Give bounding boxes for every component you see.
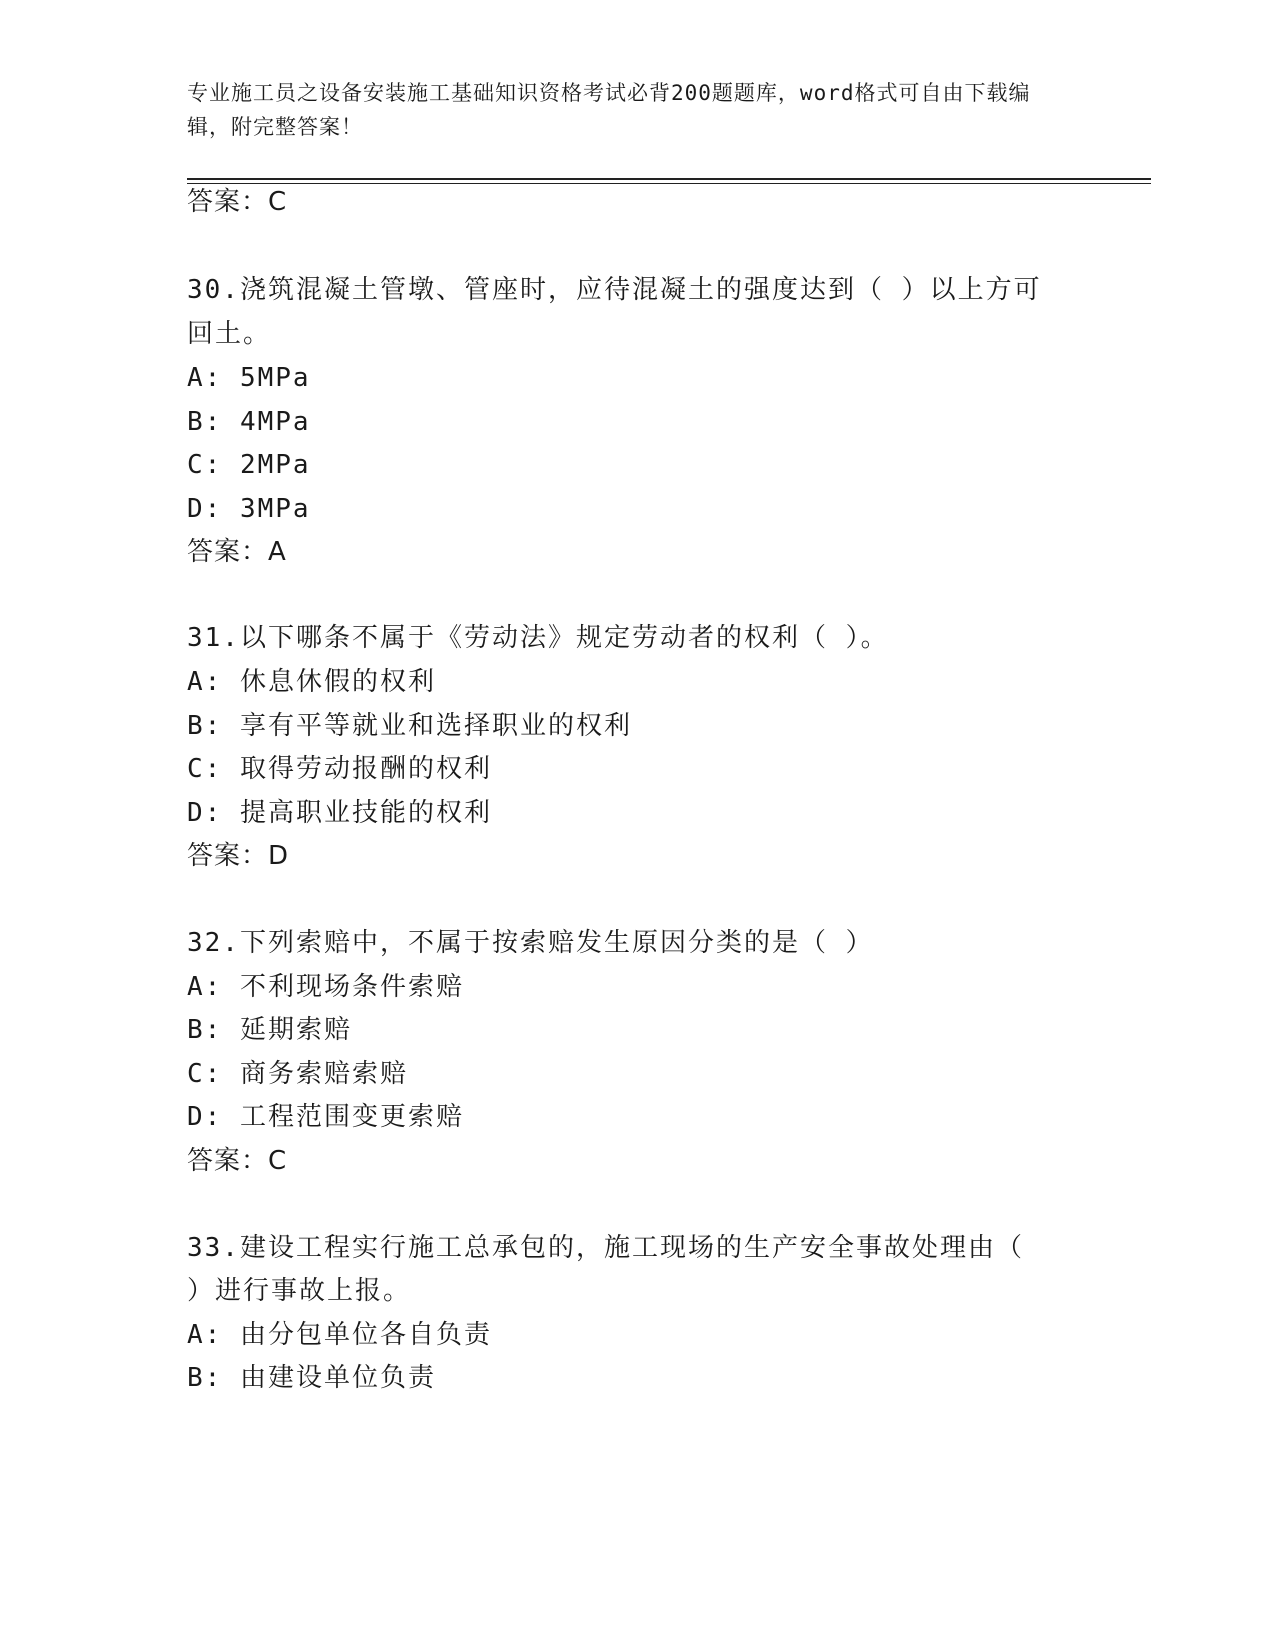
header-rule-thick bbox=[187, 178, 1151, 180]
question-32-option-a: A: 不利现场条件索赔 bbox=[187, 972, 464, 1002]
question-30-answer: 答案：A bbox=[187, 537, 287, 567]
question-31-option-d: D: 提高职业技能的权利 bbox=[187, 798, 492, 828]
question-31-stem-line1: 31.以下哪条不属于《劳动法》规定劳动者的权利（ ）。 bbox=[187, 623, 889, 653]
previous-answer: 答案：C bbox=[187, 187, 288, 217]
question-33-stem-line1: 33.建设工程实行施工总承包的，施工现场的生产安全事故处理由（ bbox=[187, 1233, 1024, 1263]
question-30-option-a: A: 5MPa bbox=[187, 363, 311, 393]
question-31-option-a: A: 休息休假的权利 bbox=[187, 667, 436, 697]
header-rule-thin bbox=[187, 183, 1151, 184]
question-32-option-d: D: 工程范围变更索赔 bbox=[187, 1102, 464, 1132]
question-33-stem-line2: ）进行事故上报。 bbox=[187, 1276, 412, 1306]
question-32-option-c: C: 商务索赔索赔 bbox=[187, 1059, 408, 1089]
question-31-answer: 答案：D bbox=[187, 841, 290, 871]
question-30-stem-line2: 回土。 bbox=[187, 319, 272, 349]
question-30-option-c: C: 2MPa bbox=[187, 450, 311, 480]
question-30-option-d: D: 3MPa bbox=[187, 494, 311, 524]
question-33-option-a: A: 由分包单位各自负责 bbox=[187, 1320, 492, 1350]
question-31-option-b: B: 享有平等就业和选择职业的权利 bbox=[187, 711, 632, 741]
question-31-option-c: C: 取得劳动报酬的权利 bbox=[187, 754, 492, 784]
question-32-option-b: B: 延期索赔 bbox=[187, 1015, 352, 1045]
question-32-stem-line1: 32.下列索赔中，不属于按索赔发生原因分类的是（ ） bbox=[187, 928, 874, 958]
question-33-option-b: B: 由建设单位负责 bbox=[187, 1363, 436, 1393]
page-header: 专业施工员之设备安装施工基础知识资格考试必背200题题库，word格式可自由下载编辑，附完整答案！ bbox=[187, 81, 1031, 139]
question-32-answer: 答案：C bbox=[187, 1146, 288, 1176]
question-30-option-b: B: 4MPa bbox=[187, 407, 311, 437]
question-30-stem-line1: 30.浇筑混凝土管墩、管座时，应待混凝土的强度达到（ ）以上方可 bbox=[187, 275, 1042, 305]
